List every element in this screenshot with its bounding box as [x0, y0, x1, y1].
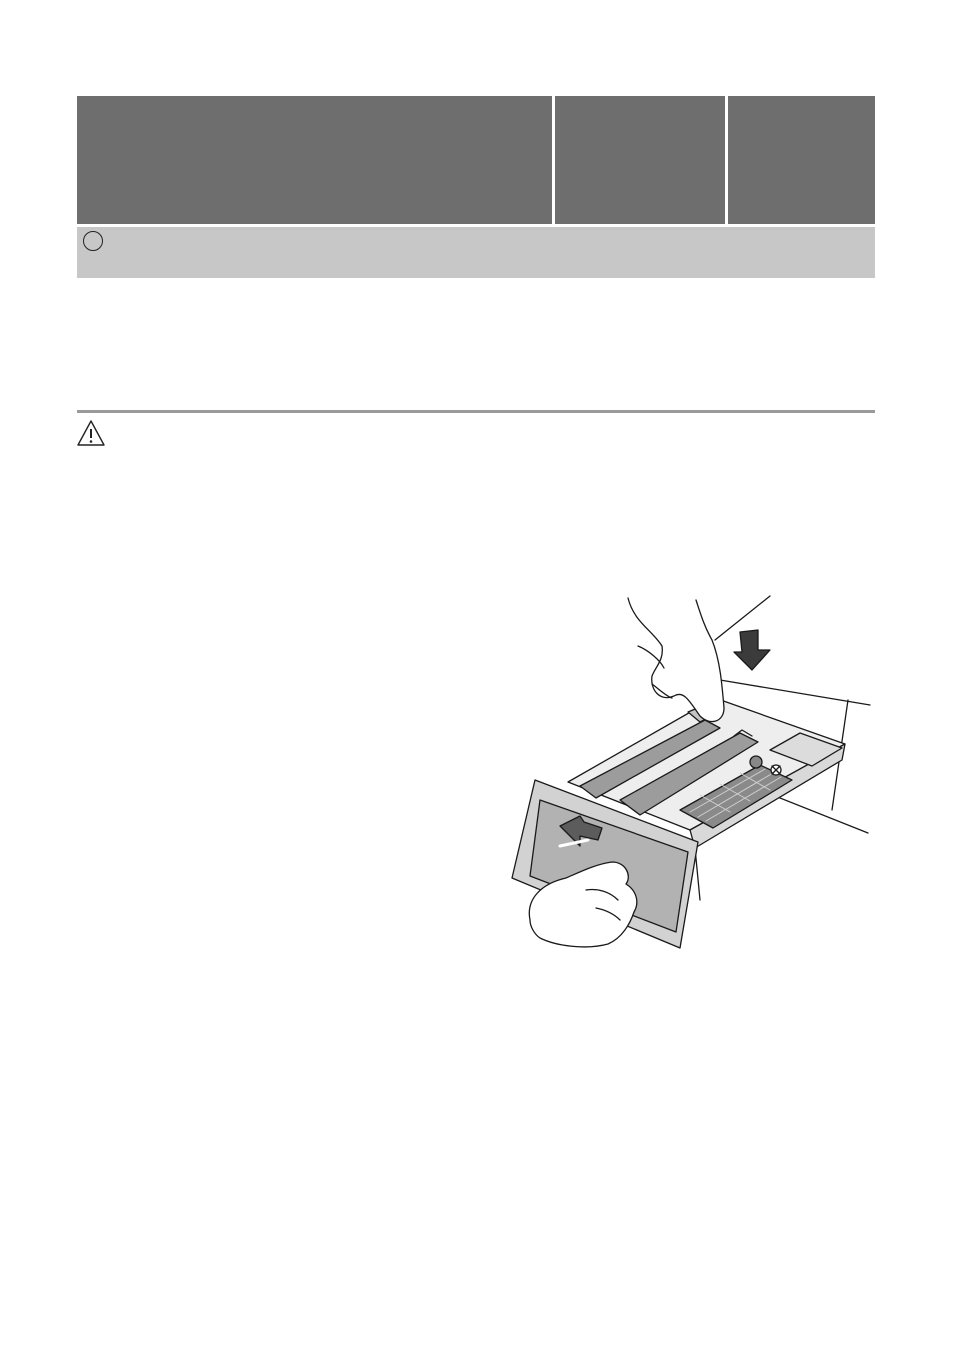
- warning-divider: [77, 410, 875, 413]
- dispenser-drawer-illustration: [505, 590, 875, 952]
- table-header-cell-3: [728, 96, 875, 224]
- info-note-row: [77, 227, 875, 278]
- table-header-cell-2: [555, 96, 725, 224]
- warning-triangle-icon: [76, 419, 106, 447]
- table-header-cell-1: [77, 96, 552, 224]
- info-circle-icon: [83, 231, 103, 251]
- table-header-row: [77, 96, 875, 224]
